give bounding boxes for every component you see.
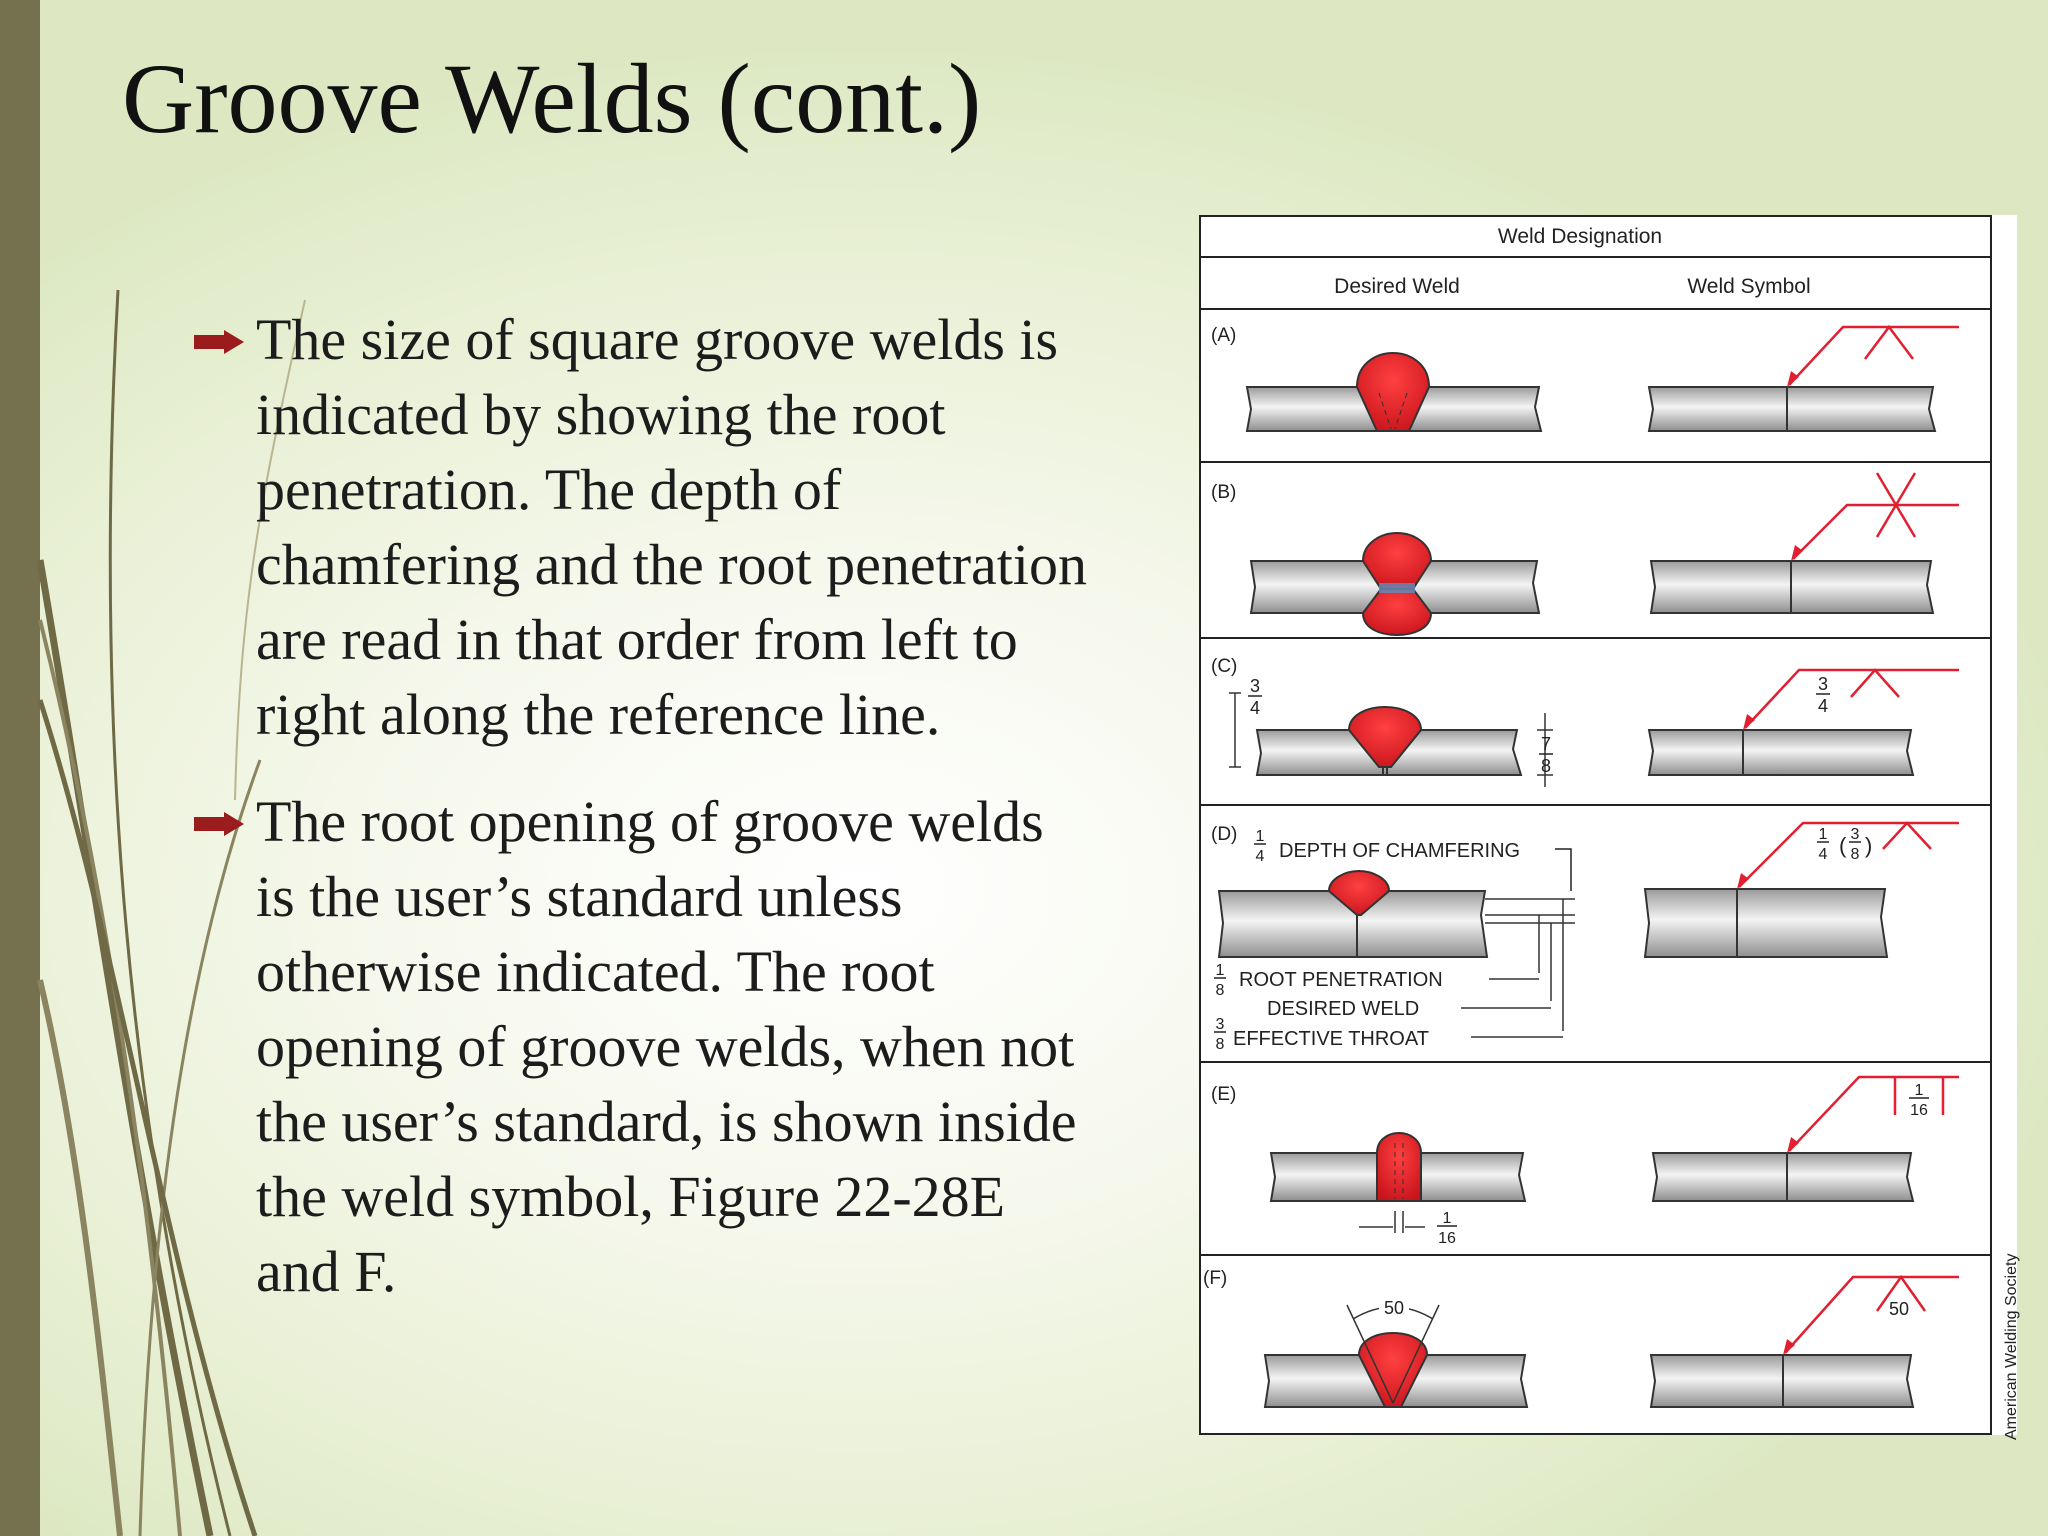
d-throat-num: 3: [1215, 1016, 1225, 1033]
bullet-item: [190, 302, 1090, 752]
right-arrow-icon: [194, 330, 244, 354]
bullet-text: The size of square groove welds is indicated by showing the root penetration. The depth of chamfering and the root penetration are read in that order from left to right along the reference line.: [256, 307, 1088, 747]
c-dim-right-num: 7: [1540, 734, 1552, 754]
e-gap-num: 1: [1442, 1210, 1452, 1227]
figure-credit: American Welding Society: [2003, 1253, 2020, 1440]
e-symbol-den: 16: [1910, 1102, 1928, 1119]
d-root-label: ROOT PENETRATION: [1239, 969, 1443, 991]
d-chamfer-num: 1: [1255, 828, 1265, 845]
figure-header: Weld Designation: [1497, 225, 1663, 248]
f-angle: 50: [1383, 1298, 1405, 1318]
slide-left-bar: [0, 0, 40, 1536]
d-desired-label: DESIRED WELD: [1267, 998, 1420, 1020]
c-symbol-den: 4: [1817, 696, 1829, 716]
d-chamfer-den: 4: [1255, 848, 1265, 865]
bullet-list: [190, 302, 1090, 1341]
row-label-c: (C): [1211, 656, 1238, 677]
d-symbol-paren-num: 3: [1850, 826, 1860, 843]
slide-title: Groove Welds (cont.): [122, 43, 982, 154]
d-throat-label: EFFECTIVE THROAT: [1233, 1028, 1429, 1050]
e-symbol-num: 1: [1914, 1082, 1924, 1099]
c-dim-left-den: 4: [1249, 698, 1261, 718]
c-dim-right-den: 8: [1540, 756, 1552, 776]
d-root-den: 8: [1215, 982, 1225, 999]
e-gap-den: 16: [1438, 1230, 1456, 1247]
bullet-item: [190, 784, 1090, 1309]
desired-weld-header: Desired Weld: [1334, 275, 1460, 298]
d-root-num: 1: [1215, 962, 1225, 979]
row-label-d: (D): [1211, 824, 1238, 845]
d-symbol-num: 1: [1818, 826, 1828, 843]
row-label-b: (B): [1211, 482, 1237, 503]
bullet-text: The root opening of groove welds is the user’s standard unless otherwise indicated. The root opening of groove welds, when not the user’s standard, is shown inside the weld symbol, Figure 22-28E and F.: [256, 789, 1077, 1304]
weld-symbol-header: Weld Symbol: [1687, 275, 1811, 298]
f-symbol-angle: 50: [1888, 1299, 1910, 1319]
d-paren-open: (: [1839, 833, 1847, 858]
d-symbol-paren-den: 8: [1850, 846, 1860, 863]
row-label-f: (F): [1203, 1268, 1228, 1289]
row-label-e: (E): [1211, 1084, 1237, 1105]
row-label-a: (A): [1211, 325, 1237, 346]
weld-designation-figure: [1199, 215, 2017, 1435]
d-throat-den: 8: [1215, 1036, 1225, 1053]
d-paren-close: ): [1865, 833, 1873, 858]
right-arrow-icon: [194, 812, 244, 836]
c-dim-left-num: 3: [1249, 676, 1261, 696]
c-symbol-num: 3: [1817, 674, 1829, 694]
d-chamfer-label: DEPTH OF CHAMFERING: [1279, 840, 1521, 862]
d-symbol-den: 4: [1818, 846, 1828, 863]
